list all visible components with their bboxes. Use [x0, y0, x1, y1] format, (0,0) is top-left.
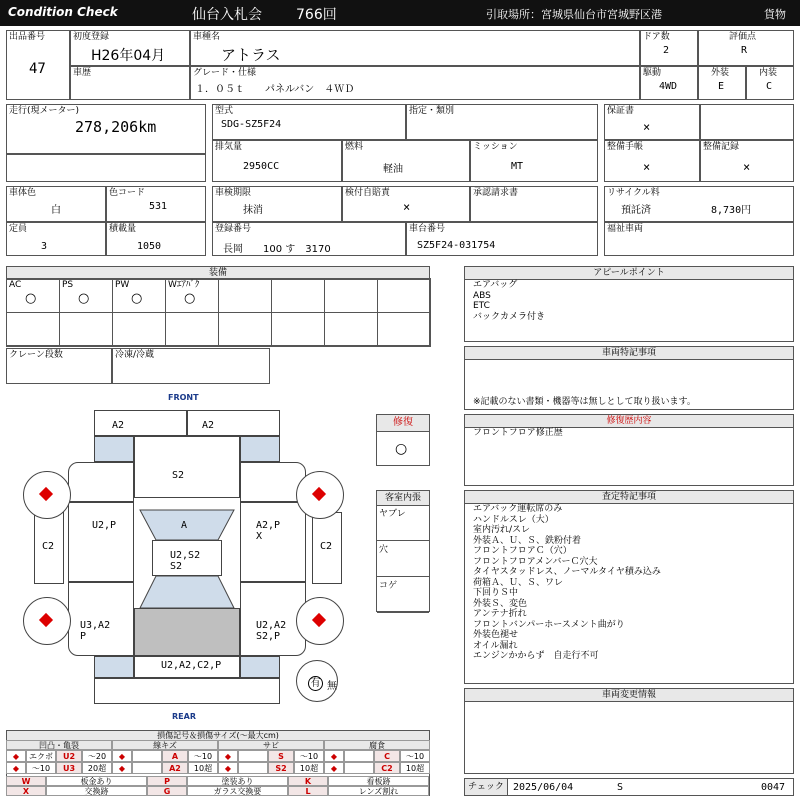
- exterior-label: 外装: [711, 68, 730, 78]
- mark-bumper-fl: A2: [112, 420, 125, 431]
- special-note: ※記載のない書類・機器等は無しとして取り扱います。: [473, 397, 696, 407]
- appeal-item: バックカメラ付き: [473, 311, 546, 322]
- equipment-cell: [165, 278, 219, 313]
- mark-left-rear: U3,A2 P: [80, 620, 111, 642]
- appeal-title: アピールポイント: [465, 267, 793, 280]
- mark-rear: U2,A2,C2,P: [161, 660, 222, 671]
- capacity-label: 定員: [9, 224, 28, 234]
- mileage-sub: [6, 154, 206, 182]
- recycle-box: [604, 186, 794, 222]
- legend-code-mark: U2: [56, 750, 82, 762]
- legend-title: 損傷記号＆損傷サイズ(〜最大cm): [7, 731, 429, 742]
- taillight-left: [94, 656, 134, 678]
- model-box: [190, 30, 640, 66]
- regno-value: 長岡 100 す 3170: [223, 244, 331, 255]
- door-box: [640, 30, 698, 66]
- welfare-box: [604, 222, 794, 256]
- score-value: R: [741, 45, 748, 56]
- legend-code-mark: A2: [162, 762, 188, 774]
- legend-type-code: K: [288, 776, 328, 786]
- cabin-box: [376, 490, 430, 612]
- displacement-box: [212, 140, 342, 182]
- manual-value: ×: [643, 160, 651, 174]
- repair-mark: ○: [395, 441, 408, 457]
- taillight-right: [240, 656, 280, 678]
- equipment-label: Wｴｱﾊﾞｸ: [168, 280, 200, 290]
- legend-code: [238, 750, 268, 762]
- legend-code: [238, 762, 268, 774]
- headlight-left: [94, 436, 134, 462]
- legend-symbol: ◆: [324, 750, 344, 762]
- recycle-fee: 8,730円: [711, 205, 752, 216]
- mark-right-side: C2: [320, 541, 333, 552]
- inspection-box: [212, 186, 342, 222]
- regno-box: [212, 222, 406, 256]
- capacity-box: [6, 222, 106, 256]
- legend-type-code: P: [147, 776, 187, 786]
- check-code: 0047: [761, 782, 786, 793]
- check-date: 2025/06/04: [513, 782, 574, 793]
- inspect-list: [473, 504, 661, 662]
- equipment-mark: ○: [131, 291, 143, 306]
- legend-size: 10超: [294, 762, 324, 774]
- fuel-box: [342, 140, 470, 182]
- auction-lot: 766回: [296, 7, 337, 23]
- inspect-item: エアバック運転席のみ: [473, 504, 563, 514]
- legend-type-label: 交換跡: [46, 786, 147, 796]
- tire-rear-right: [296, 597, 344, 645]
- legend-group-title: 線キズ: [112, 740, 218, 750]
- exterior-value: E: [718, 81, 725, 92]
- legend-symbol: ◆: [112, 750, 132, 762]
- equipment-cell: [218, 312, 272, 347]
- mission-box: [470, 140, 598, 182]
- spare-no: 無: [327, 681, 337, 692]
- right-door-front: [240, 502, 306, 582]
- legend-type-code: W: [6, 776, 46, 786]
- approval-box: [470, 186, 598, 222]
- inspect-title: 査定特記事項: [465, 491, 793, 504]
- self-insurance-value: ×: [403, 200, 411, 214]
- equipment-label: PS: [62, 280, 74, 290]
- displacement-label: 排気量: [215, 142, 243, 152]
- grade-label: グレード・仕様: [193, 68, 257, 78]
- legend-code-mark: S: [268, 750, 294, 762]
- color-code-label: 色コード: [109, 188, 146, 198]
- rear-label: REAR: [172, 712, 196, 721]
- displacement-value: 2950CC: [243, 161, 280, 172]
- inspect-item: ハンドルスレ（大）: [473, 514, 554, 525]
- color-code-box: [106, 186, 206, 222]
- legend-code: エクボ: [26, 750, 56, 762]
- history-box: [70, 66, 190, 100]
- drive-box: [640, 66, 698, 100]
- legend-size: 10超: [400, 762, 430, 774]
- equipment-cell: [165, 312, 219, 347]
- type-box: [212, 104, 406, 140]
- mission-value: MT: [511, 161, 524, 172]
- check-grade: S: [617, 782, 624, 793]
- left-door-front: [68, 502, 134, 582]
- legend-group-title: 凹凸・亀裂: [6, 740, 112, 750]
- record-box: [700, 140, 794, 182]
- crane-box: [6, 348, 112, 384]
- mark-right-rear: U2,A2 S2,P: [256, 620, 287, 642]
- headlight-right: [240, 436, 280, 462]
- legend-code-mark: S2: [268, 762, 294, 774]
- rear-glass: [140, 576, 234, 608]
- inspect-item: 外装Ａ、Ｕ、Ｓ、鉄粉付着: [473, 535, 582, 546]
- freezer-box: [112, 348, 270, 384]
- chassis-box: [406, 222, 598, 256]
- mark-windshield: A: [181, 520, 188, 531]
- equipment-label: PW: [115, 280, 130, 290]
- mark-left-front: U2,P: [92, 520, 117, 531]
- legend-code: [132, 750, 162, 762]
- check-bar: [464, 778, 794, 796]
- equipment-cell: [324, 278, 378, 313]
- legend-code: 〜10: [26, 762, 56, 774]
- equipment-cell: [112, 312, 166, 347]
- equipment-cell: [59, 278, 113, 313]
- score-box: [698, 30, 794, 66]
- legend-size: 10超: [188, 762, 218, 774]
- mileage-box: [6, 104, 206, 154]
- legend-symbol: ◆: [6, 762, 26, 774]
- first-reg-label: 初度登録: [73, 32, 110, 42]
- cargo-bed-damage: [134, 608, 240, 656]
- pickup-location: 引取場所：宮城県仙台市宮城野区港: [486, 8, 662, 21]
- equipment-cell: [271, 312, 325, 347]
- history-label: 車歴: [73, 68, 92, 78]
- legend-code: [344, 750, 374, 762]
- equipment-cell: [6, 278, 60, 313]
- legend-code: [344, 762, 374, 774]
- warranty-box: [604, 104, 700, 140]
- legend-group-title: サビ: [218, 740, 324, 750]
- legend-code-mark: A: [162, 750, 188, 762]
- mark-roof: U2,S2 S2: [170, 550, 201, 572]
- interior-value: C: [766, 81, 773, 92]
- repair-title: 修復: [377, 415, 429, 432]
- cabin-title: 客室内張: [377, 491, 429, 506]
- tire-front-left: [23, 471, 71, 519]
- legend-body: [6, 740, 430, 796]
- equipment-cell: [218, 278, 272, 313]
- inspection-value: 抹消: [243, 205, 263, 216]
- chassis-label: 車台番号: [409, 224, 446, 234]
- legend-symbol: ◆: [218, 762, 238, 774]
- left-fender: [68, 462, 134, 502]
- appeal-item: ETC: [473, 301, 490, 311]
- exterior-box: [698, 66, 746, 100]
- inspect-panel: [464, 490, 794, 684]
- drive-label: 駆動: [643, 68, 662, 78]
- legend-type-code: L: [288, 786, 328, 796]
- repair-history-text: フロントフロア修正歴: [473, 428, 563, 438]
- mark-bumper-fr: A2: [202, 420, 215, 431]
- body-color-box: [6, 186, 106, 222]
- warranty-label: 保証書: [607, 106, 635, 116]
- legend-symbol: ◆: [6, 750, 26, 762]
- mileage-value: 278,206km: [75, 118, 157, 136]
- inspect-item: フロントフロアメンバーＣ穴大: [473, 556, 598, 567]
- cabin-row: ヤブレ: [377, 505, 429, 541]
- type-label: 型式: [215, 106, 234, 116]
- equipment-cell: [377, 278, 431, 313]
- equipment-grid: [6, 278, 430, 346]
- manual-label: 整備手帳: [607, 142, 644, 152]
- legend-symbol: ◆: [112, 762, 132, 774]
- change-title: 車両変更情報: [465, 689, 793, 702]
- record-value: ×: [743, 160, 751, 174]
- model-label: 車種名: [193, 32, 221, 42]
- drive-value: 4WD: [659, 81, 678, 92]
- self-insurance-label: 検付自賠責: [345, 188, 391, 198]
- bumper-rear: [94, 678, 280, 704]
- self-insurance-box: [342, 186, 470, 222]
- equipment-title: 装備: [7, 267, 429, 280]
- appeal-panel: [464, 266, 794, 342]
- first-reg-value: H26年04月: [91, 48, 166, 64]
- interior-label: 内装: [759, 68, 778, 78]
- capacity-value: 3: [41, 241, 48, 252]
- equipment-mark: ○: [25, 291, 37, 306]
- cabin-row: 穴: [377, 541, 429, 577]
- chassis-value: SZ5F24-031754: [417, 240, 496, 251]
- repair-history-panel: [464, 414, 794, 486]
- repair-box: [376, 414, 430, 466]
- fuel-value: 軽油: [383, 164, 403, 175]
- legend-type-label: ガラス交換要: [187, 786, 288, 796]
- appeal-item: エアバッグ: [473, 280, 518, 290]
- warranty-blank: [700, 104, 794, 140]
- check-label: チェック: [465, 779, 508, 795]
- cabin-rows: [377, 505, 429, 613]
- regno-label: 登録番号: [215, 224, 252, 234]
- left-door-rear: [68, 582, 134, 656]
- inspect-item: 室内汚れ/スレ: [473, 525, 531, 535]
- inspect-item: フロントフロアＣ（穴）: [473, 546, 572, 556]
- color-code-value: 531: [149, 201, 168, 212]
- record-label: 整備記録: [703, 142, 740, 152]
- legend-type-code: G: [147, 786, 187, 796]
- legend-size: 20超: [82, 762, 112, 774]
- auction-name: 仙台入札会: [192, 7, 262, 23]
- grade-value: １．０５ｔ パネルバン ４ＷＤ: [195, 84, 355, 95]
- legend-symbol: ◆: [218, 750, 238, 762]
- first-reg-box: [70, 30, 190, 66]
- legend-code-mark: C2: [374, 762, 400, 774]
- legend-size: 〜10: [188, 750, 218, 762]
- lot-number: 47: [29, 61, 46, 77]
- bumper-front-divider: [186, 410, 188, 436]
- crane-label: クレーン段数: [9, 350, 63, 360]
- score-label: 評価点: [729, 32, 757, 42]
- legend-size: 〜20: [82, 750, 112, 762]
- change-panel: [464, 688, 794, 774]
- cabin-row: コゲ: [377, 577, 429, 613]
- body-color-label: 車体色: [9, 188, 37, 198]
- body-color-value: 白: [51, 205, 61, 216]
- load-label: 積載量: [109, 224, 137, 234]
- inspect-item: 外装色褪せ: [473, 630, 519, 640]
- tire-front-right: [296, 471, 344, 519]
- equipment-cell: [377, 312, 431, 347]
- freezer-label: 冷凍/冷蔵: [115, 350, 155, 360]
- lot-box: [6, 30, 70, 100]
- special-panel: [464, 346, 794, 410]
- tire-rear-left: [23, 597, 71, 645]
- inspect-item: 外装Ｓ、変色: [473, 598, 528, 609]
- equipment-cell: [59, 312, 113, 347]
- mark-left-side: C2: [42, 541, 55, 552]
- door-label: ドア数: [643, 32, 670, 42]
- equipment-mark: ○: [78, 291, 90, 306]
- legend-type-code: X: [6, 786, 46, 796]
- legend-group-title: 腐食: [324, 740, 430, 750]
- inspect-item: 荷箱Ａ、Ｕ、Ｓ、ワレ: [473, 577, 564, 588]
- manual-box: [604, 140, 700, 182]
- designation-box: [406, 104, 598, 140]
- header-bar: [0, 0, 800, 26]
- equipment-cell: [6, 312, 60, 347]
- special-title: 車両特記事項: [465, 347, 793, 360]
- brand-logo: Condition Check: [8, 5, 118, 19]
- inspect-item: フロントバンパーホースメント曲がり: [473, 619, 625, 630]
- mileage-label: 走行(現メーター): [9, 106, 80, 116]
- legend-size: 〜10: [294, 750, 324, 762]
- legend-code-mark: U3: [56, 762, 82, 774]
- load-value: 1050: [137, 241, 162, 252]
- legend-type-label: 塗装あり: [187, 776, 288, 786]
- inspection-label: 車検期限: [215, 188, 252, 198]
- equipment-label: AC: [9, 280, 22, 290]
- warranty-value: ×: [643, 120, 651, 134]
- door-value: 2: [663, 45, 670, 56]
- legend-size: 〜10: [400, 750, 430, 762]
- mark-right-front: A2,P X: [256, 520, 281, 542]
- legend-type-label: 看板跡: [328, 776, 429, 786]
- inspect-item: 下回りＳ中: [473, 588, 519, 598]
- welfare-label: 福祉車両: [607, 224, 644, 234]
- mark-hood: S2: [172, 470, 185, 481]
- inspect-item: オイル漏れ: [473, 640, 518, 651]
- approval-label: 承認請求書: [473, 188, 519, 198]
- legend-type-label: 板金あり: [46, 776, 147, 786]
- interior-box: [746, 66, 794, 100]
- designation-label: 指定・類別: [409, 106, 455, 116]
- inspect-item: タイヤスタッドレス、ノーマルタイヤ積み込み: [473, 567, 661, 577]
- spare-yes: 有: [308, 676, 323, 691]
- legend-symbol: ◆: [324, 762, 344, 774]
- appeal-list: [473, 280, 545, 322]
- fuel-label: 燃料: [345, 142, 364, 152]
- front-label: FRONT: [168, 393, 199, 402]
- legend-type-label: レンズ割れ: [328, 786, 429, 796]
- grade-box: [190, 66, 640, 100]
- model-value: アトラス: [221, 46, 281, 64]
- equipment-cell: [112, 278, 166, 313]
- equipment-cell: [271, 278, 325, 313]
- mission-label: ミッション: [473, 142, 518, 152]
- recycle-label: リサイクル料: [607, 188, 660, 198]
- type-value: SDG-SZ5F24: [221, 119, 282, 130]
- lot-label: 出品番号: [9, 32, 46, 42]
- equipment-cell: [324, 312, 378, 347]
- legend-code-mark: C: [374, 750, 400, 762]
- appeal-item: ABS: [473, 290, 491, 301]
- load-box: [106, 222, 206, 256]
- repair-history-title: 修復歴内容: [465, 415, 793, 428]
- recycle-status: 預託済: [621, 205, 651, 216]
- legend-code: [132, 762, 162, 774]
- vehicle-category: 貨物: [764, 8, 786, 21]
- equipment-mark: ○: [184, 291, 196, 306]
- hood: [134, 436, 240, 498]
- inspect-item: アンテナ折れ: [473, 609, 527, 619]
- inspect-item: エンジンかからず 自走行不可: [473, 651, 599, 661]
